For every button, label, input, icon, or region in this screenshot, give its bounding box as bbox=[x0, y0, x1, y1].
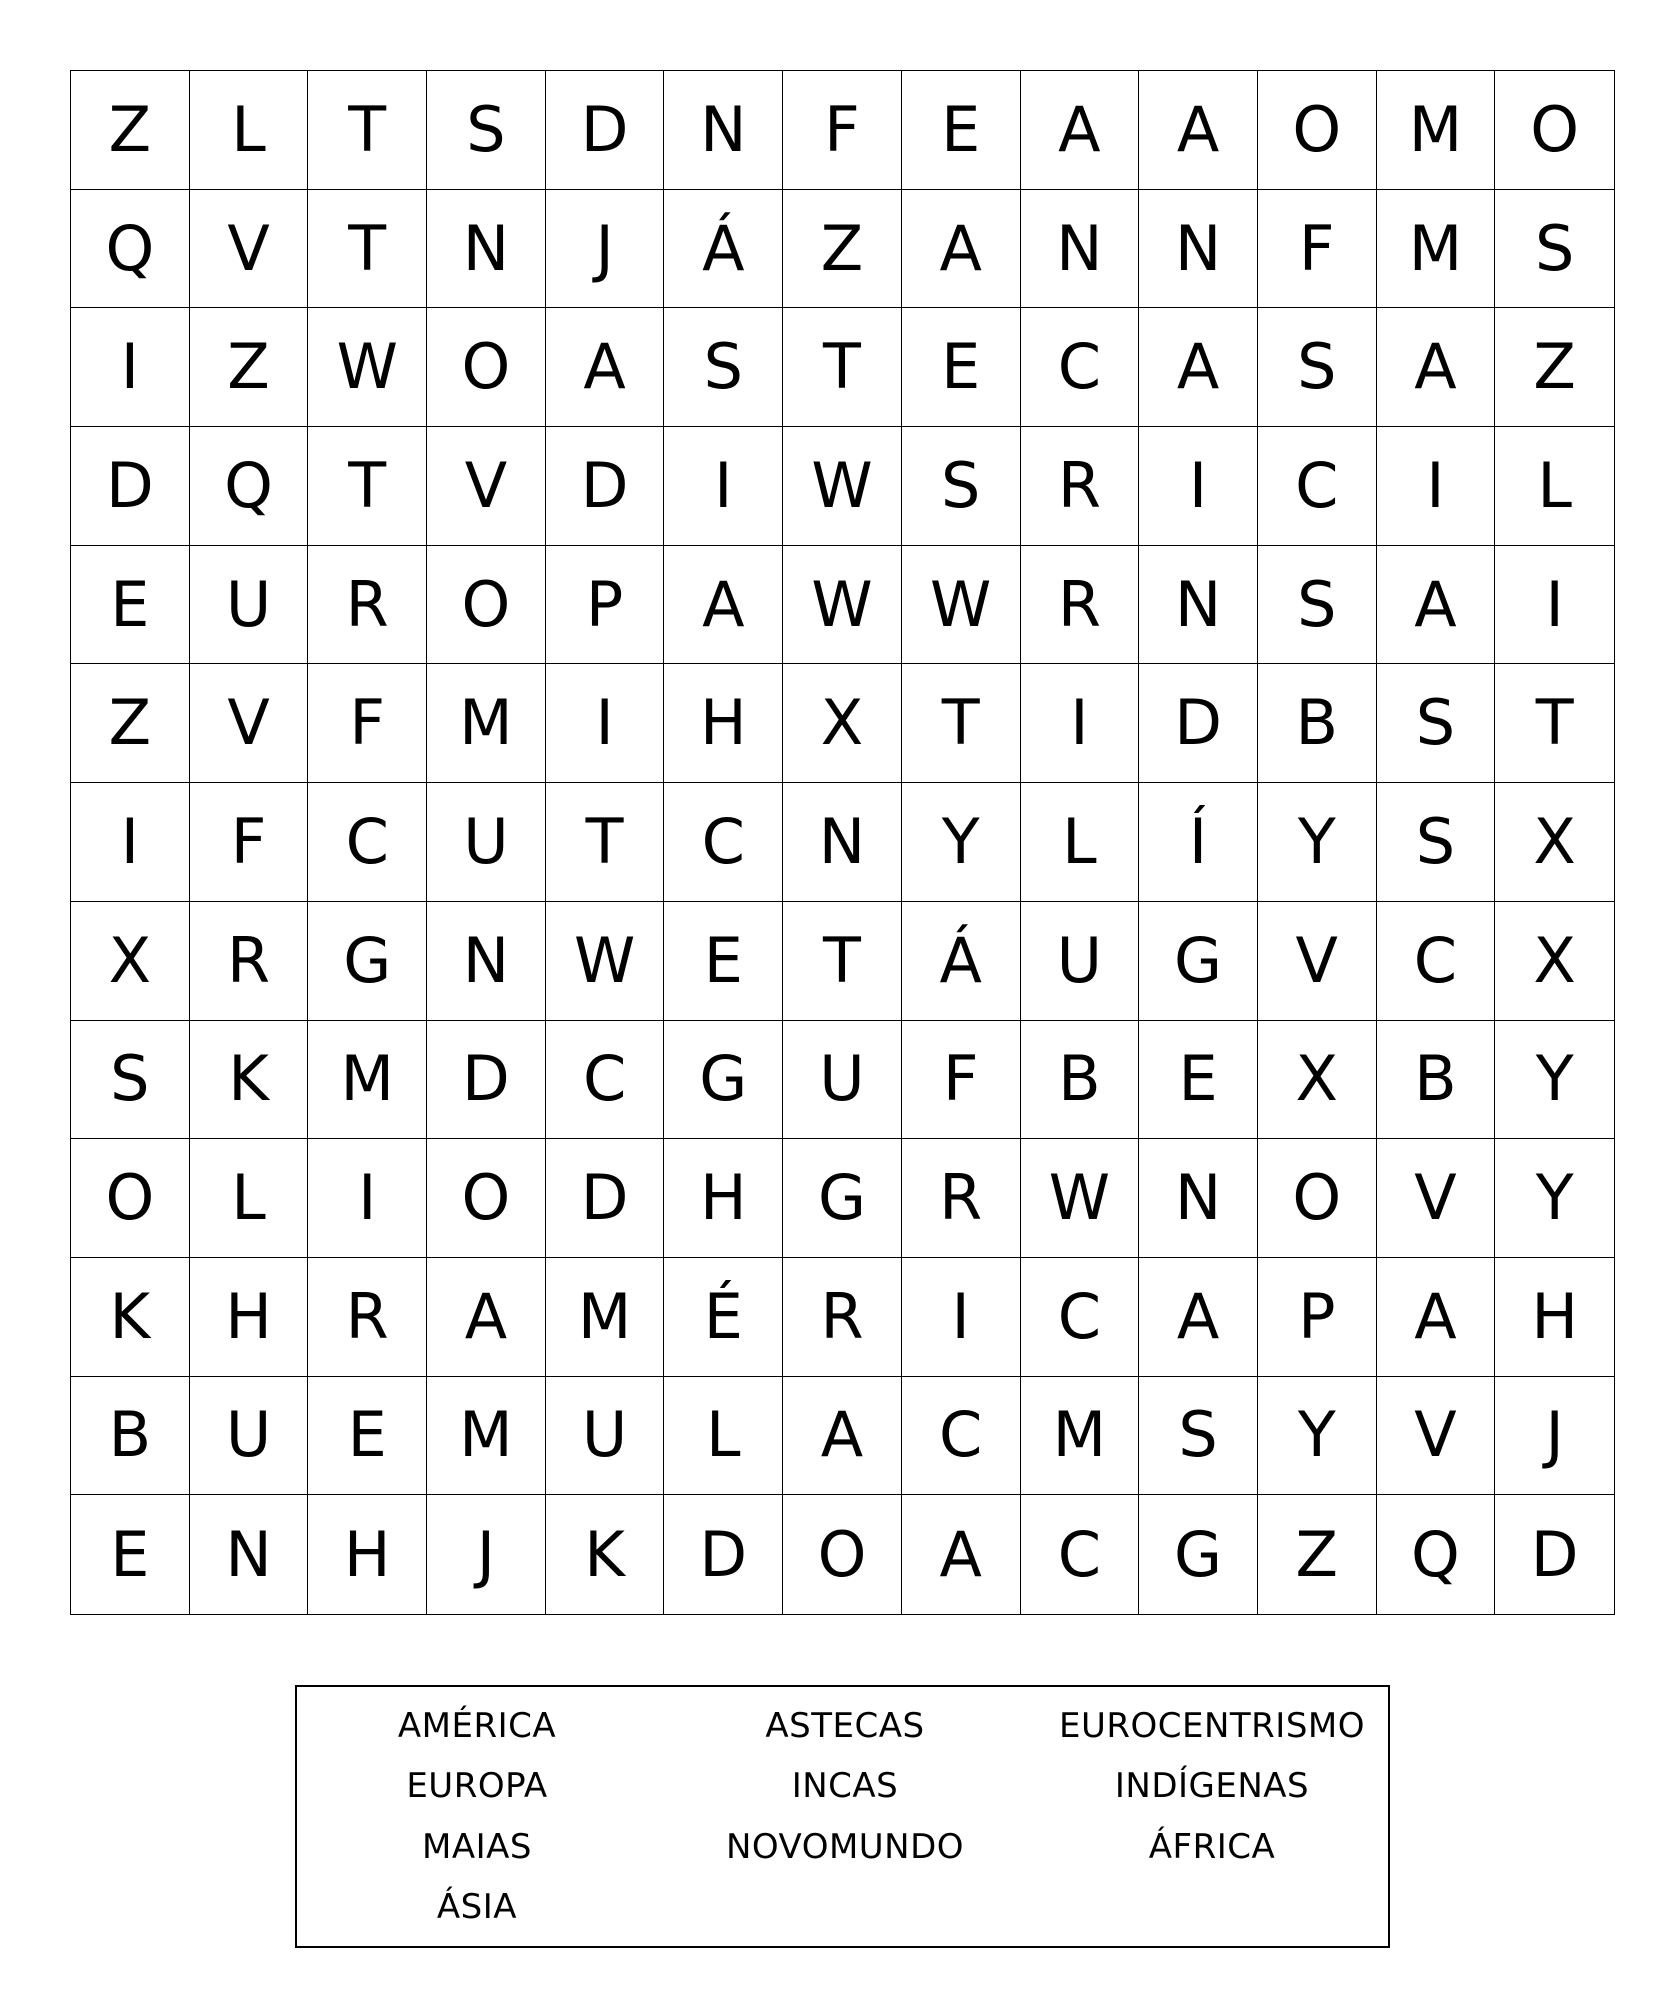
grid-cell[interactable]: I bbox=[308, 1139, 427, 1258]
grid-cell[interactable]: F bbox=[902, 1021, 1021, 1140]
grid-cell[interactable]: D bbox=[71, 427, 190, 546]
grid-cell[interactable]: N bbox=[1139, 546, 1258, 665]
grid-cell[interactable]: I bbox=[71, 783, 190, 902]
grid-cell[interactable]: W bbox=[783, 546, 902, 665]
grid-cell[interactable]: I bbox=[1377, 427, 1496, 546]
grid-cell[interactable]: W bbox=[783, 427, 902, 546]
grid-cell[interactable]: Z bbox=[190, 308, 309, 427]
grid-cell[interactable]: Y bbox=[1495, 1021, 1614, 1140]
grid-cell[interactable]: S bbox=[664, 308, 783, 427]
grid-cell[interactable]: N bbox=[190, 1495, 309, 1614]
grid-cell[interactable]: Á bbox=[902, 902, 1021, 1021]
grid-cell[interactable]: X bbox=[71, 902, 190, 1021]
grid-cell[interactable]: U bbox=[1021, 902, 1140, 1021]
grid-cell[interactable]: E bbox=[71, 546, 190, 665]
grid-cell[interactable]: Q bbox=[190, 427, 309, 546]
grid-cell[interactable]: M bbox=[1021, 1377, 1140, 1496]
grid-cell[interactable]: O bbox=[1495, 71, 1614, 190]
grid-cell[interactable]: U bbox=[546, 1377, 665, 1496]
grid-cell[interactable]: H bbox=[664, 664, 783, 783]
grid-cell[interactable]: R bbox=[190, 902, 309, 1021]
grid-cell[interactable]: E bbox=[902, 308, 1021, 427]
grid-cell[interactable]: E bbox=[664, 902, 783, 1021]
grid-cell[interactable]: D bbox=[546, 1139, 665, 1258]
grid-cell[interactable]: U bbox=[190, 1377, 309, 1496]
grid-cell[interactable]: A bbox=[1139, 1258, 1258, 1377]
grid-cell[interactable]: O bbox=[1258, 71, 1377, 190]
grid-cell[interactable]: T bbox=[308, 427, 427, 546]
grid-cell[interactable]: K bbox=[546, 1495, 665, 1614]
grid-cell[interactable]: E bbox=[71, 1495, 190, 1614]
grid-cell[interactable]: A bbox=[546, 308, 665, 427]
grid-cell[interactable]: E bbox=[308, 1377, 427, 1496]
grid-cell[interactable]: S bbox=[1258, 546, 1377, 665]
grid-cell[interactable]: U bbox=[783, 1021, 902, 1140]
grid-cell[interactable]: T bbox=[546, 783, 665, 902]
grid-cell[interactable]: C bbox=[308, 783, 427, 902]
grid-cell[interactable]: M bbox=[546, 1258, 665, 1377]
grid-cell[interactable]: B bbox=[1377, 1021, 1496, 1140]
word-bank bbox=[295, 1685, 1390, 1948]
grid-cell[interactable]: S bbox=[1139, 1377, 1258, 1496]
grid-cell[interactable]: L bbox=[190, 1139, 309, 1258]
grid-cell[interactable]: G bbox=[664, 1021, 783, 1140]
grid-cell[interactable]: O bbox=[71, 1139, 190, 1258]
grid-cell[interactable]: I bbox=[71, 308, 190, 427]
grid-cell[interactable]: B bbox=[1258, 664, 1377, 783]
grid-cell[interactable]: W bbox=[902, 546, 1021, 665]
grid-cell[interactable]: L bbox=[1021, 783, 1140, 902]
grid-cell[interactable]: Á bbox=[664, 190, 783, 309]
grid-cell[interactable]: T bbox=[308, 71, 427, 190]
grid-cell[interactable]: Z bbox=[1495, 308, 1614, 427]
grid-cell[interactable]: C bbox=[546, 1021, 665, 1140]
grid-cell[interactable]: A bbox=[664, 546, 783, 665]
grid-cell[interactable]: Z bbox=[783, 190, 902, 309]
grid-cell[interactable]: I bbox=[1139, 427, 1258, 546]
grid-cell[interactable]: G bbox=[783, 1139, 902, 1258]
grid-cell[interactable]: Z bbox=[71, 664, 190, 783]
grid-cell[interactable]: K bbox=[190, 1021, 309, 1140]
grid-cell[interactable]: B bbox=[71, 1377, 190, 1496]
grid-cell[interactable]: T bbox=[1495, 664, 1614, 783]
grid-cell[interactable]: D bbox=[664, 1495, 783, 1614]
grid-cell[interactable]: H bbox=[664, 1139, 783, 1258]
grid-cell[interactable]: A bbox=[1139, 308, 1258, 427]
grid-cell[interactable]: S bbox=[427, 71, 546, 190]
grid-cell[interactable]: K bbox=[71, 1258, 190, 1377]
grid-cell[interactable]: H bbox=[1495, 1258, 1614, 1377]
grid-cell[interactable]: J bbox=[546, 190, 665, 309]
word-bank-item: INDÍGENAS bbox=[1114, 1766, 1310, 1806]
grid-cell[interactable]: A bbox=[902, 1495, 1021, 1614]
grid-cell[interactable]: F bbox=[190, 783, 309, 902]
grid-cell[interactable]: Z bbox=[1258, 1495, 1377, 1614]
grid-cell[interactable]: Y bbox=[1258, 783, 1377, 902]
grid-cell[interactable]: C bbox=[1021, 308, 1140, 427]
grid-cell[interactable]: Y bbox=[902, 783, 1021, 902]
grid-cell[interactable]: I bbox=[664, 427, 783, 546]
grid-cell[interactable]: C bbox=[1021, 1495, 1140, 1614]
grid-cell[interactable]: T bbox=[308, 190, 427, 309]
grid-cell[interactable]: J bbox=[1495, 1377, 1614, 1496]
grid-cell[interactable]: N bbox=[1021, 190, 1140, 309]
grid-cell[interactable]: R bbox=[783, 1258, 902, 1377]
grid-cell[interactable]: V bbox=[1377, 1139, 1496, 1258]
grid-cell[interactable]: I bbox=[546, 664, 665, 783]
grid-cell[interactable]: C bbox=[1258, 427, 1377, 546]
grid-cell[interactable]: G bbox=[1139, 1495, 1258, 1614]
grid-cell[interactable]: A bbox=[1377, 1258, 1496, 1377]
grid-cell[interactable]: M bbox=[427, 1377, 546, 1496]
grid-cell[interactable]: I bbox=[1021, 664, 1140, 783]
grid-cell[interactable]: R bbox=[902, 1139, 1021, 1258]
grid-cell[interactable]: J bbox=[427, 1495, 546, 1614]
grid-cell[interactable]: A bbox=[1021, 71, 1140, 190]
grid-cell[interactable]: X bbox=[1258, 1021, 1377, 1140]
grid-cell[interactable]: T bbox=[902, 664, 1021, 783]
grid-cell[interactable]: A bbox=[427, 1258, 546, 1377]
grid-cell[interactable]: O bbox=[427, 1139, 546, 1258]
word-bank-item: AMÉRICA bbox=[397, 1706, 557, 1746]
grid-cell[interactable]: É bbox=[664, 1258, 783, 1377]
grid-cell[interactable]: V bbox=[190, 664, 309, 783]
grid-cell[interactable]: D bbox=[1530, 1517, 1579, 1591]
grid-cell[interactable]: O bbox=[783, 1495, 902, 1614]
grid-cell[interactable]: Y bbox=[1495, 1139, 1614, 1258]
grid-cell[interactable]: P bbox=[546, 546, 665, 665]
grid-cell[interactable]: C bbox=[902, 1377, 1021, 1496]
grid-cell[interactable]: R bbox=[308, 1258, 427, 1377]
grid-cell[interactable]: A bbox=[902, 190, 1021, 309]
grid-cell[interactable]: D bbox=[1139, 664, 1258, 783]
grid-cell[interactable]: S bbox=[1377, 783, 1496, 902]
grid-cell[interactable]: S bbox=[1258, 308, 1377, 427]
grid-cell[interactable]: C bbox=[664, 783, 783, 902]
word-bank-item: INCAS bbox=[791, 1766, 899, 1806]
grid-cell[interactable]: E bbox=[902, 71, 1021, 190]
grid-cell[interactable]: O bbox=[1258, 1139, 1377, 1258]
grid-cell[interactable]: Q bbox=[71, 190, 190, 309]
grid-cell[interactable]: L bbox=[664, 1377, 783, 1496]
grid-cell[interactable]: N bbox=[427, 902, 546, 1021]
grid-cell[interactable]: L bbox=[190, 71, 309, 190]
grid-cell[interactable]: Y bbox=[1258, 1377, 1377, 1496]
grid-cell[interactable]: R bbox=[308, 546, 427, 665]
grid-cell[interactable]: V bbox=[1258, 902, 1377, 1021]
grid-cell[interactable]: N bbox=[783, 783, 902, 902]
grid-cell[interactable]: D bbox=[546, 427, 665, 546]
grid-cell[interactable]: O bbox=[427, 308, 546, 427]
grid-cell[interactable]: X bbox=[1495, 783, 1614, 902]
grid-cell[interactable]: Í bbox=[1139, 783, 1258, 902]
grid-cell[interactable]: S bbox=[71, 1021, 190, 1140]
grid-cell[interactable]: M bbox=[1377, 190, 1496, 309]
grid-cell[interactable]: R bbox=[1021, 546, 1140, 665]
word-bank-item: NOVOMUNDO bbox=[725, 1827, 965, 1867]
grid-cell[interactable]: V bbox=[1377, 1377, 1496, 1496]
grid-cell[interactable]: I bbox=[902, 1258, 1021, 1377]
grid-cell[interactable]: M bbox=[427, 664, 546, 783]
grid-cell[interactable]: B bbox=[1021, 1021, 1140, 1140]
grid-cell[interactable]: G bbox=[308, 902, 427, 1021]
grid-cell[interactable]: C bbox=[1377, 902, 1496, 1021]
grid-cell[interactable]: Z bbox=[71, 71, 190, 190]
grid-cell[interactable]: F bbox=[1258, 190, 1377, 309]
word-bank-item: ASTECAS bbox=[765, 1706, 925, 1746]
grid-cell[interactable]: T bbox=[783, 902, 902, 1021]
grid-cell[interactable]: S bbox=[1495, 190, 1614, 309]
grid-cell[interactable]: A bbox=[1139, 71, 1258, 190]
word-bank-item: EUROCENTRISMO bbox=[1058, 1706, 1365, 1746]
grid-cell[interactable]: S bbox=[902, 427, 1021, 546]
grid-cell[interactable]: I bbox=[1495, 546, 1614, 665]
grid-cell[interactable]: X bbox=[1495, 902, 1614, 1021]
word-bank-item: MAIAS bbox=[422, 1827, 532, 1867]
grid-cell[interactable]: Q bbox=[1377, 1495, 1496, 1614]
grid-cell[interactable]: A bbox=[1377, 308, 1496, 427]
grid-cell[interactable]: O bbox=[427, 546, 546, 665]
grid-cell[interactable]: M bbox=[308, 1021, 427, 1140]
grid-cell[interactable]: U bbox=[427, 783, 546, 902]
grid-cell[interactable]: C bbox=[1021, 1258, 1140, 1377]
grid-cell[interactable]: M bbox=[1377, 71, 1496, 190]
grid-cell[interactable]: W bbox=[546, 902, 665, 1021]
grid-cell[interactable]: A bbox=[783, 1377, 902, 1496]
word-bank-item: ÁFRICA bbox=[1148, 1827, 1276, 1867]
grid-cell[interactable]: E bbox=[1139, 1021, 1258, 1140]
grid-cell[interactable]: S bbox=[1377, 664, 1496, 783]
grid-cell[interactable]: N bbox=[427, 190, 546, 309]
grid-cell[interactable]: V bbox=[427, 427, 546, 546]
grid-cell[interactable]: R bbox=[1021, 427, 1140, 546]
letter-grid bbox=[70, 70, 1615, 1615]
grid-cell[interactable]: H bbox=[190, 1258, 309, 1377]
grid-cell[interactable]: F bbox=[308, 664, 427, 783]
word-bank-item: EUROPA bbox=[406, 1766, 548, 1806]
grid-cell[interactable]: A bbox=[1377, 546, 1496, 665]
grid-cell[interactable]: P bbox=[1258, 1258, 1377, 1377]
grid-cell[interactable]: T bbox=[783, 308, 902, 427]
grid-cell[interactable]: N bbox=[664, 71, 783, 190]
grid-cell[interactable]: H bbox=[308, 1495, 427, 1614]
grid-cell[interactable]: N bbox=[1139, 1139, 1258, 1258]
grid-cell[interactable]: D bbox=[546, 71, 665, 190]
grid-cell[interactable]: L bbox=[1495, 427, 1614, 546]
grid-cell[interactable]: F bbox=[783, 71, 902, 190]
grid-cell[interactable]: U bbox=[190, 546, 309, 665]
grid-cell[interactable]: W bbox=[308, 308, 427, 427]
grid-cell[interactable]: D bbox=[427, 1021, 546, 1140]
grid-cell[interactable]: N bbox=[1139, 190, 1258, 309]
grid-cell[interactable]: V bbox=[190, 190, 309, 309]
grid-cell[interactable]: G bbox=[1139, 902, 1258, 1021]
grid-cell[interactable]: X bbox=[783, 664, 902, 783]
grid-cell[interactable]: W bbox=[1021, 1139, 1140, 1258]
word-bank-item: ÁSIA bbox=[436, 1887, 518, 1927]
